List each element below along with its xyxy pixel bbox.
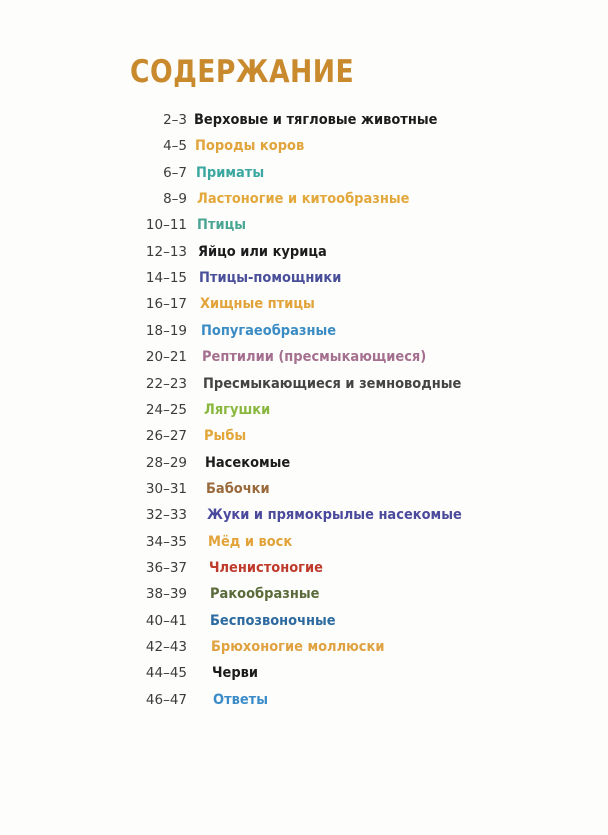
toc-item-pages: 34–35: [145, 533, 187, 550]
toc-item-label: Рыбы: [204, 428, 247, 445]
toc-item-label: Приматы: [195, 164, 264, 181]
toc-item-label: Бабочки: [206, 480, 270, 497]
toc-item-label: Жуки и прямокрылые насекомые: [206, 507, 462, 524]
toc-item-pages: 22–23: [145, 375, 187, 392]
toc-item-pages: 16–17: [145, 296, 187, 313]
toc-item-label: Рептилии (пресмыкающиеся): [201, 349, 427, 366]
toc-item-pages: 30–31: [145, 480, 187, 497]
toc-item-label: Беспозвоночные: [210, 612, 337, 629]
toc-item-pages: 8–9: [163, 191, 187, 208]
toc-item-pages: 10–11: [145, 217, 187, 234]
toc-item-pages: 26–27: [145, 428, 187, 445]
toc-item-pages: 2–3: [163, 112, 187, 128]
toc-item-label: Попугаеобразные: [200, 322, 336, 339]
toc-item[interactable]: [0, 266, 608, 290]
toc-item-label: Ответы: [213, 691, 269, 708]
toc-item[interactable]: [0, 187, 608, 211]
toc-item-label: Птицы-помощники: [199, 270, 342, 287]
toc-item[interactable]: [0, 292, 608, 316]
toc-item-pages: 14–15: [145, 270, 187, 287]
toc-item-label: Пресмыкающиеся и земноводные: [202, 375, 461, 392]
toc-item-pages: 32–33: [145, 507, 187, 524]
toc-item-pages: 20–21: [145, 349, 187, 366]
toc-item[interactable]: [0, 319, 608, 343]
toc-item[interactable]: [0, 134, 608, 158]
toc-item-pages: 12–13: [145, 243, 187, 260]
toc-item[interactable]: [0, 108, 608, 132]
toc-item-label: Яйцо или курица: [198, 243, 328, 260]
toc-item-label: Мёд и воск: [207, 533, 293, 550]
toc-item-pages: 24–25: [145, 401, 187, 418]
toc-item-label: Лягушки: [203, 401, 270, 418]
toc-item[interactable]: [0, 609, 608, 633]
toc-item-label: Членистоногие: [208, 559, 323, 576]
toc-item-label: Черви: [212, 665, 259, 682]
toc-item[interactable]: [0, 240, 608, 264]
toc-item-pages: 4–5: [163, 138, 187, 155]
toc-item[interactable]: [0, 161, 608, 185]
toc-item-label: Ракообразные: [209, 586, 319, 603]
toc-item[interactable]: [0, 688, 608, 712]
toc-item[interactable]: [0, 424, 608, 448]
toc-item-pages: 44–45: [145, 665, 187, 682]
toc-item[interactable]: [0, 556, 608, 580]
toc-item[interactable]: [0, 477, 608, 501]
toc-item-pages: 28–29: [145, 454, 187, 471]
toc-item-pages: 18–19: [145, 322, 187, 339]
toc-item[interactable]: [0, 345, 608, 369]
toc-item-label: Ластоногие и китообразные: [196, 191, 410, 208]
page-title: СОДЕРЖАНИЕ: [130, 54, 355, 90]
toc-item-pages: 42–43: [145, 639, 187, 655]
toc-item-label: Верховые и тягловые животные: [194, 112, 438, 128]
toc-item[interactable]: [0, 503, 608, 527]
toc-item-pages: 38–39: [145, 586, 187, 603]
toc-item-pages: 36–37: [145, 559, 187, 576]
toc-item-pages: 6–7: [163, 164, 187, 181]
toc-item-label: Птицы: [197, 217, 247, 234]
toc-item-pages: 40–41: [145, 612, 187, 629]
toc-item[interactable]: [0, 635, 608, 659]
toc-item-label: Породы коров: [194, 138, 305, 155]
toc-item[interactable]: [0, 372, 608, 396]
toc-item-label: Хищные птицы: [200, 296, 315, 313]
toc-item[interactable]: [0, 451, 608, 475]
toc-item[interactable]: [0, 582, 608, 606]
toc-item[interactable]: [0, 530, 608, 554]
toc-item-label: Насекомые: [205, 454, 291, 471]
toc-item[interactable]: [0, 661, 608, 685]
toc-item-pages: 46–47: [145, 691, 187, 708]
toc-item[interactable]: [0, 398, 608, 422]
toc-item[interactable]: [0, 213, 608, 237]
toc-item-label: Брюхоногие моллюски: [211, 639, 385, 655]
